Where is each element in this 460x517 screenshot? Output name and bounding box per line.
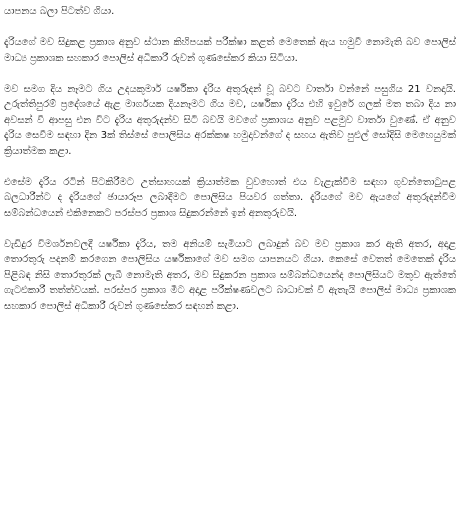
paragraph-4: එසේම දැරිය රටින් පිටකිරීමට උත්සාහයක් ක්‍රියාත්මක වුවහොත් එය වැළැක්වීම සඳහා ගුවන්තොටුපළ බලධාරීන්ට ද දැරියගේ ඡායාරූප ලබාදීමට පොලිසිය පියවර ගත්තා. දැරියගේ මව ඇයගේ අතුරුදන්වීම සම්බන්ධයෙන් එකිනෙකට පරස්පර ප්‍රකාශ සිදුකරන්නේ ඉන් අනතුරුවයි.	[4, 176, 456, 219]
paragraph-3: මව සමග දිය නෑමට ගිය උදයකුමාර් යර්ෂිකා දැරිය අතුරුදන් වූ බවට වාර්තා වන්නේ පසුගිය 21 වනදායි. උරුත්තිපුරම් ප්‍රදේශයේ ඇළ මාර්ගයක දියනෑමට ගිය මව, යර්ෂිකා දැරිය එහි ඉවුරේ ගලක් මත තබා දිය නා අවසන් වී ආපසු එන විට දැරිය අතුරුදන්ව සිටි බවයි මවගේ ප්‍රකාශය අනුව පළමුව වාර්තා වුණේ. ඒ අනුව දැරිය සෙවීම සඳහා දින 3ක් තිස්සේ පොලිසිය අරක්කෂ හමුදාවන්ගේ ද සහය ඇතිව පුළුල් සෝදිසි මෙහෙයුමක් ක්‍රියාත්මක කළා.	[4, 83, 456, 157]
paragraph-5: වැඩිදුර විමර්ශනවලදී යර්ෂිකා දැරිය, තම අනියම් සැමියාට ලබාදුන් බව මව ප්‍රකාශ කර ඇති අතර, අදාළ තොරතුරු පදනම් කරගෙන පොලිසිය යර්ෂිකාගේ මව සමග යාපනයට ගියා. කෙසේ වෙතත් මෙතෙක් දැරිය පිළිබඳ නිසි තොරතුරක් ලැබී නොමැති අතර, මව සිදුකරන ප්‍රකාශ සම්බන්ධයෙන්ද පොලිසියට මතුව ඇත්තේ ගැටළුකාරී තත්ත්වයක්. පරස්පර ප්‍රකාශ මීට අදාළ පරීක්ෂණවලට බාධාවක් වී ඇතැයි පොලිස් මාධ්‍ය ප්‍රකාශක සහකාර පොලිස් අධිකාරී රුවන් ගුණසේකර සඳහන් කළා.	[4, 238, 456, 312]
paragraph-2: දැරියගේ මව සිදුකළ ප්‍රකාශ අනුව ස්ථාන කිහිපයක් පරීක්ෂා කළත් මෙතෙක් ඇය හමුවී නොමැති බව පොලිස් මාධ්‍ය ප්‍රකාශක සහකාර පොලිස් අධිකාරී රුවන් ගුණසේකර කියා සිටියා.	[4, 37, 456, 64]
paragraph-1: යාපනය බලා පිටත්ව ගියා.	[4, 6, 115, 17]
